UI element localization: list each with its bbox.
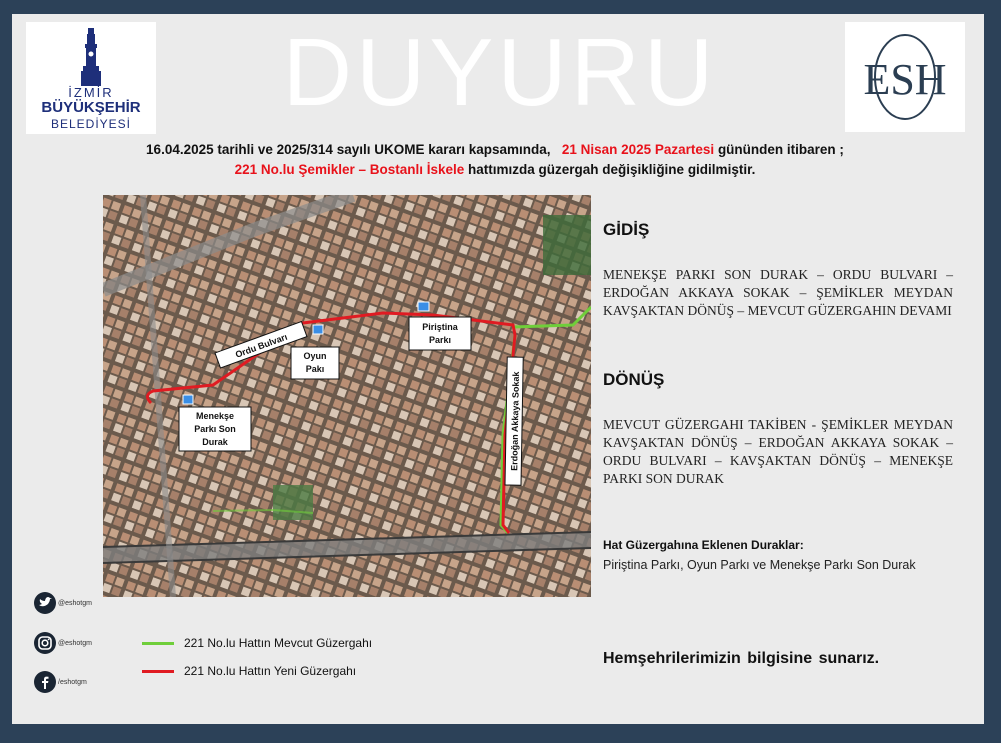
announcement-line-1 (40, 142, 950, 157)
svg-text:Menekşe: Menekşe (195, 411, 235, 421)
izmir-municipality-logo (26, 22, 156, 134)
svg-text:Piriştina: Piriştina (422, 322, 458, 332)
instagram-icon (34, 632, 56, 654)
added-stops-text: Piriştina Parkı, Oyun Parkı ve Menekşe Parkı Son Durak (603, 558, 916, 572)
announcement-line-2 (40, 162, 950, 177)
added-stops-title: Hat Güzergahına Eklenen Duraklar: (603, 538, 804, 552)
monogram-text: ESH (863, 55, 947, 104)
instagram-handle: @eshotgm (58, 639, 92, 647)
line-name: 221 No.lu Şemikler – Bostanlı İskele (234, 162, 465, 177)
change-text: hattımızda güzergah değişikliğine gidilmiştir. (468, 162, 756, 177)
logo-line-3: BELEDİYESİ (50, 117, 132, 131)
svg-text:Durak: Durak (202, 437, 228, 447)
closing-text: Hemşehrilerimizin bilgisine sunarız. (603, 650, 880, 667)
twitter-icon (34, 592, 56, 614)
start-date: 21 Nisan 2025 Pazartesi (561, 142, 715, 157)
svg-text:Erdoğan Akkaya Sokak: Erdoğan Akkaya Sokak (509, 371, 521, 471)
facebook-link[interactable] (34, 671, 87, 693)
page-title: DUYURU (282, 19, 718, 126)
donus-text: MEVCUT GÜZERGAHI TAKİBEN - ŞEMİKLER MEYDAN KAVŞAKTAN DÖNÜŞ – ERDOĞAN AKKAYA SOKAK – ORDU BULVARI – KAVŞAKTAN DÖNÜŞ – MENEKŞE PARKI SON DURAK (603, 417, 953, 486)
legend-current-label: 221 No.lu Hattın Mevcut Güzergahı (184, 636, 373, 650)
from-text: gününden itibaren ; (717, 142, 844, 157)
route-map (103, 195, 591, 597)
gidis-title: GİDİŞ (603, 220, 650, 239)
legend-new-route (142, 664, 356, 678)
gidis-text: MENEKŞE PARKI SON DURAK – ORDU BULVARI – ERDOĞAN AKKAYA SOKAK – ŞEMİKLER MEYDAN KAVŞAKTAN DÖNÜŞ – MEVCUT GÜZERGAHIN DEVAMI (603, 267, 953, 318)
svg-text:Parkı Son: Parkı Son (194, 424, 236, 434)
twitter-link[interactable] (34, 592, 92, 614)
instagram-link[interactable] (34, 632, 92, 654)
twitter-handle: @eshotgm (58, 599, 92, 607)
eshot-logo (845, 22, 965, 132)
decision-text: 16.04.2025 tarihli ve 2025/314 sayılı UKOME kararı kapsamında, (146, 142, 551, 157)
logo-line-1: İZMİR (68, 85, 114, 100)
legend-current-route (142, 636, 372, 650)
erdogan-akkaya-label (505, 357, 523, 485)
legend-new-label: 221 No.lu Hattın Yeni Güzergahı (184, 664, 357, 678)
clock-tower-icon (78, 28, 104, 86)
svg-text:Ordu Bulvarı: Ordu Bulvarı (233, 331, 289, 360)
svg-text:Oyun: Oyun (303, 351, 327, 361)
legend-green-line (142, 642, 174, 645)
facebook-handle: /eshotgm (58, 678, 87, 686)
legend-red-line (142, 670, 174, 673)
logo-line-2: BÜYÜKŞEHİR (41, 99, 141, 116)
svg-text:Pakı: Pakı (305, 364, 325, 374)
svg-text:Parkı: Parkı (428, 335, 452, 345)
eshot-monogram-icon (845, 22, 965, 132)
donus-title: DÖNÜŞ (603, 370, 665, 389)
facebook-icon (34, 671, 56, 693)
